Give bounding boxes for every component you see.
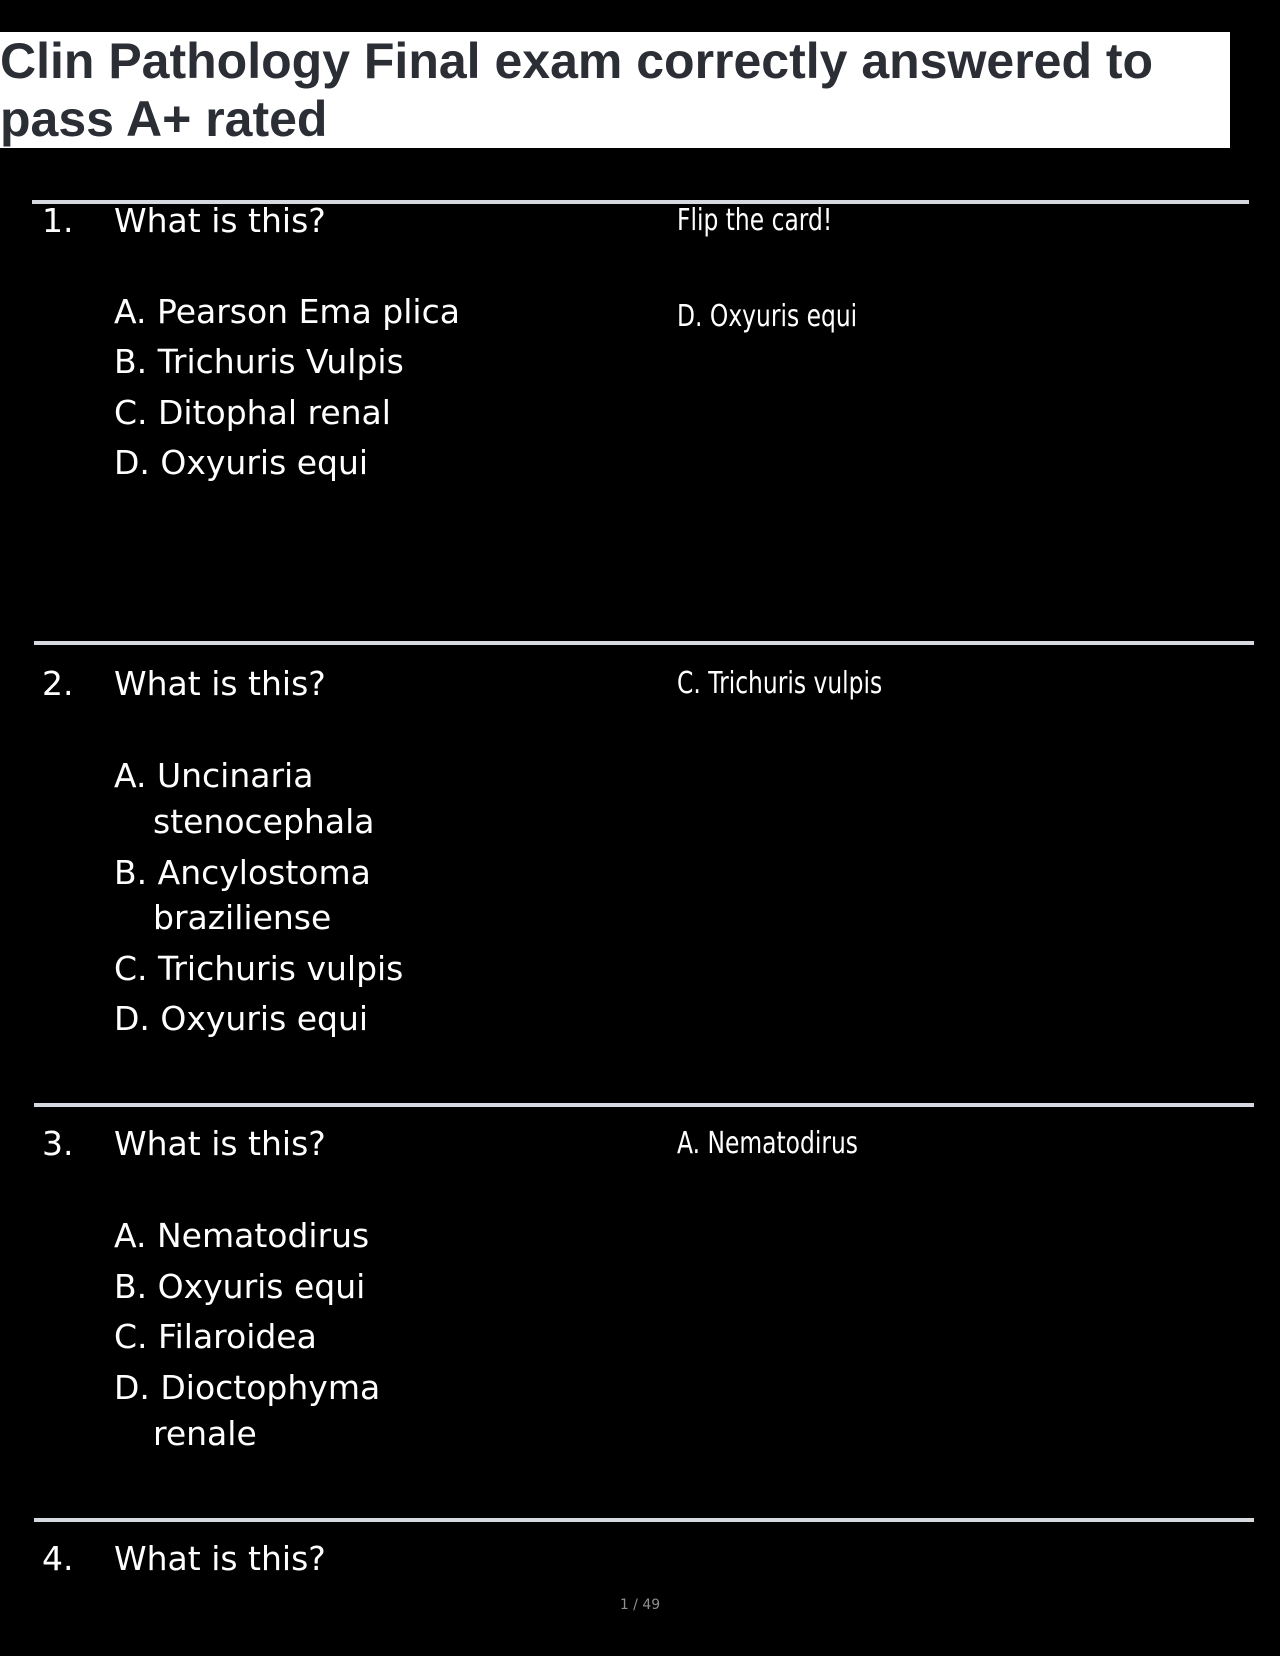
option-c: C. Trichuris vulpis [114,949,404,988]
option-c: C. Ditophal renal [114,393,391,432]
answer-text: D. Oxyuris equi [677,299,858,334]
question-number: 3. [42,1124,74,1163]
option-a: A. Nematodirus [114,1216,370,1255]
option-d-continuation: renale [153,1414,257,1453]
option-c: C. Filaroidea [114,1317,317,1356]
option-d: D. Oxyuris equi [114,999,369,1038]
option-d: D. Oxyuris equi [114,443,369,482]
card-divider [34,1518,1254,1522]
question-number: 1. [42,201,74,240]
answer-text: A. Nematodirus [677,1126,858,1161]
question-text: What is this? [114,1124,326,1163]
question-text: What is this? [114,664,326,703]
answer-text: C. Trichuris vulpis [677,666,883,701]
card-divider [34,641,1254,645]
flip-card-prompt[interactable]: Flip the card! [677,203,833,238]
option-a: A. Uncinaria [114,756,314,795]
question-number: 2. [42,664,74,703]
option-a-continuation: stenocephala [153,802,375,841]
option-b: B. Trichuris Vulpis [114,342,404,381]
title-banner [0,32,1230,148]
option-b: B. Oxyuris equi [114,1267,366,1306]
option-b-continuation: braziliense [153,898,332,937]
page-counter: 1 / 49 [619,1597,661,1613]
option-d: D. Dioctophyma [114,1368,381,1407]
question-text: What is this? [114,1539,326,1578]
question-text: What is this? [114,201,326,240]
option-a: A. Pearson Ema plica [114,292,460,331]
document-title: Clin Pathology Final exam correctly answered to pass A+ rated [0,33,1154,147]
card-divider [34,1103,1254,1107]
question-number: 4. [42,1539,74,1578]
option-b: B. Ancylostoma [114,853,371,892]
